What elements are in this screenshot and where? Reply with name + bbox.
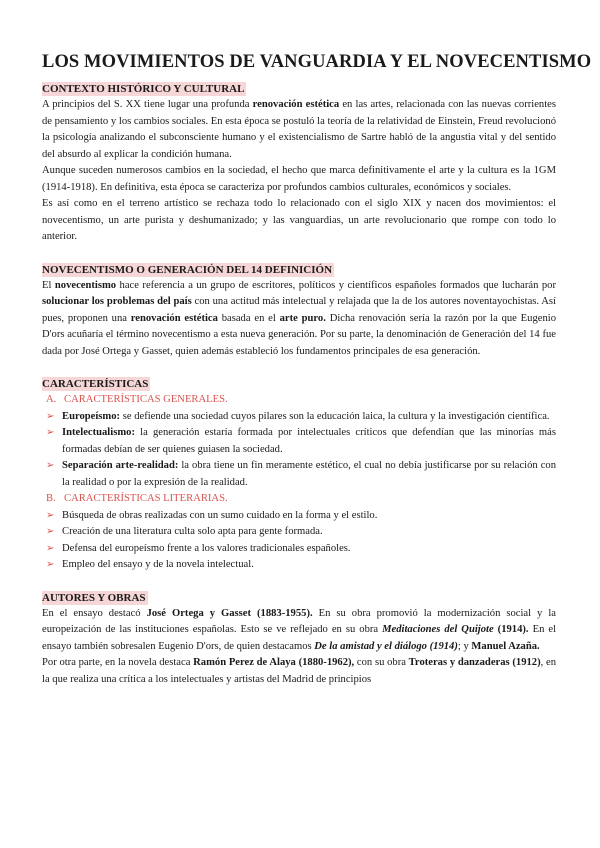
novecentismo-paragraph: El novecentismo hace referencia a un grupo de escritores, políticos y científicos españoles formados que lucharán por solucionar los problemas del país con una actitud más intelectual y relajada que la de los autores noventayochistas. Así pues, proponen una renovación estética basada en el arte puro. Dicha renovación sería la razón por la que Eugenio D'ors acuñaría el término novecentismo a esta nueva generación. Por su parte, la denominación de Generación del 14 fue dada por José Ortega y Gasset, quien además estableció los fundamentos principales de esa generación. — [42, 279, 556, 357]
arrow-bullet-icon: ➢ — [46, 460, 55, 471]
section-heading-caracteristicas: CARACTERÍSTICAS — [42, 378, 149, 390]
contexto-paragraph-1: A principios del S. XX tiene lugar una profunda renovación estética en las artes, relacionada con las nuevas corrientes de pensamiento y los cambios sociales. En esta época se postuló la teoría de la relatividad de Einstein, Freud revolucionó la psicología analizando el subconsciente humano y el existencialismo de Sartre habló de la angustia vital y del sentido del absurdo al explicar la condición humana. — [42, 99, 556, 160]
list-item: ➢ Búsqueda de obras realizadas con un sumo cuidado en la forma y el estilo. — [42, 508, 556, 525]
section-heading-contexto: CONTEXTO HISTÓRICO Y CULTURAL — [42, 83, 245, 95]
generales-list — [42, 409, 556, 492]
arrow-bullet-icon: ➢ — [46, 542, 55, 554]
section-heading-novecentismo: NOVECENTISMO O GENERACIÓN DEL 14 DEFINICIÓN — [42, 263, 333, 276]
section-heading-autores: AUTORES Y OBRAS — [42, 591, 146, 604]
arrow-bullet-icon: ➢ — [46, 427, 55, 438]
arrow-bullet-icon: ➢ — [46, 526, 55, 537]
autores-paragraph-1: En el ensayo destacó José Ortega y Gasset (1883-1955). En su obra promovió la modernización social y la europeización de las instituciones españolas. Esto se ve reflejado en su obra Meditaciones del Quijote (1914). En el ensayo también sobresalen Eugenio D'ors, de quien destacamos De la amistad y el diálogo (1914); y Manuel Azaña. — [42, 607, 557, 652]
list-item: ➢ Intelectualismo: la generación estaría formada por intelectuales críticos que defendían que las minorías más formadas debían de ser quienes guiasen la sociedad. — [46, 427, 556, 455]
list-item: ➢ Empleo del ensayo y de la novela intelectual. — [42, 557, 556, 574]
subheading-generales: A. CARACTERÍSTICAS GENERALES. — [46, 394, 228, 405]
subheading-literarias: B. CARACTERÍSTICAS LITERARIAS. — [46, 493, 228, 504]
arrow-bullet-icon: ➢ — [46, 559, 55, 570]
list-item: ➢ Creación de una literatura culta solo apta para gente formada. — [42, 524, 556, 541]
contexto-paragraph-3: Es así como en el terreno artístico se rechaza todo lo relacionado con el siglo XIX y nacen dos movimientos: el novecentismo, un arte purista y deshumanizado; y las vanguardias, un arte revolucionario que rompe con todo lo anterior. — [42, 198, 556, 242]
arrow-bullet-icon: ➢ — [46, 509, 55, 521]
document-page — [42, 52, 592, 688]
document-title: LOS MOVIMIENTOS DE VANGUARDIA Y EL NOVECENTISMO — [42, 52, 592, 72]
list-item: ➢ Europeísmo: se defiende una sociedad cuyos pilares son la educación laica, la cultura y la investigación científica. — [42, 409, 556, 426]
list-item: ➢ Defensa del europeísmo frente a los valores tradicionales españoles. — [42, 541, 556, 558]
autores-paragraph-2: Por otra parte, en la novela destaca Ramón Perez de Alaya (1880-1962), con su obra Troteras y danzaderas (1912), en la que realiza una crítica a los intelectuales y artistas del Madrid de principios — [42, 657, 556, 685]
list-item: ➢ Separación arte-realidad: la obra tiene un fin meramente estético, el cual no debía justificarse por su relación con la realidad o por la expresión de la realidad. — [46, 460, 556, 488]
literarias-list — [42, 508, 556, 574]
arrow-bullet-icon: ➢ — [46, 410, 55, 422]
contexto-paragraph-2: Aunque suceden numerosos cambios en la sociedad, el hecho que marca definitivamente el arte y la cultura es la 1GM (1914-1918). En definitiva, esta época se caracteriza por profundos cambios culturales, económicos y sociales. — [42, 165, 556, 193]
